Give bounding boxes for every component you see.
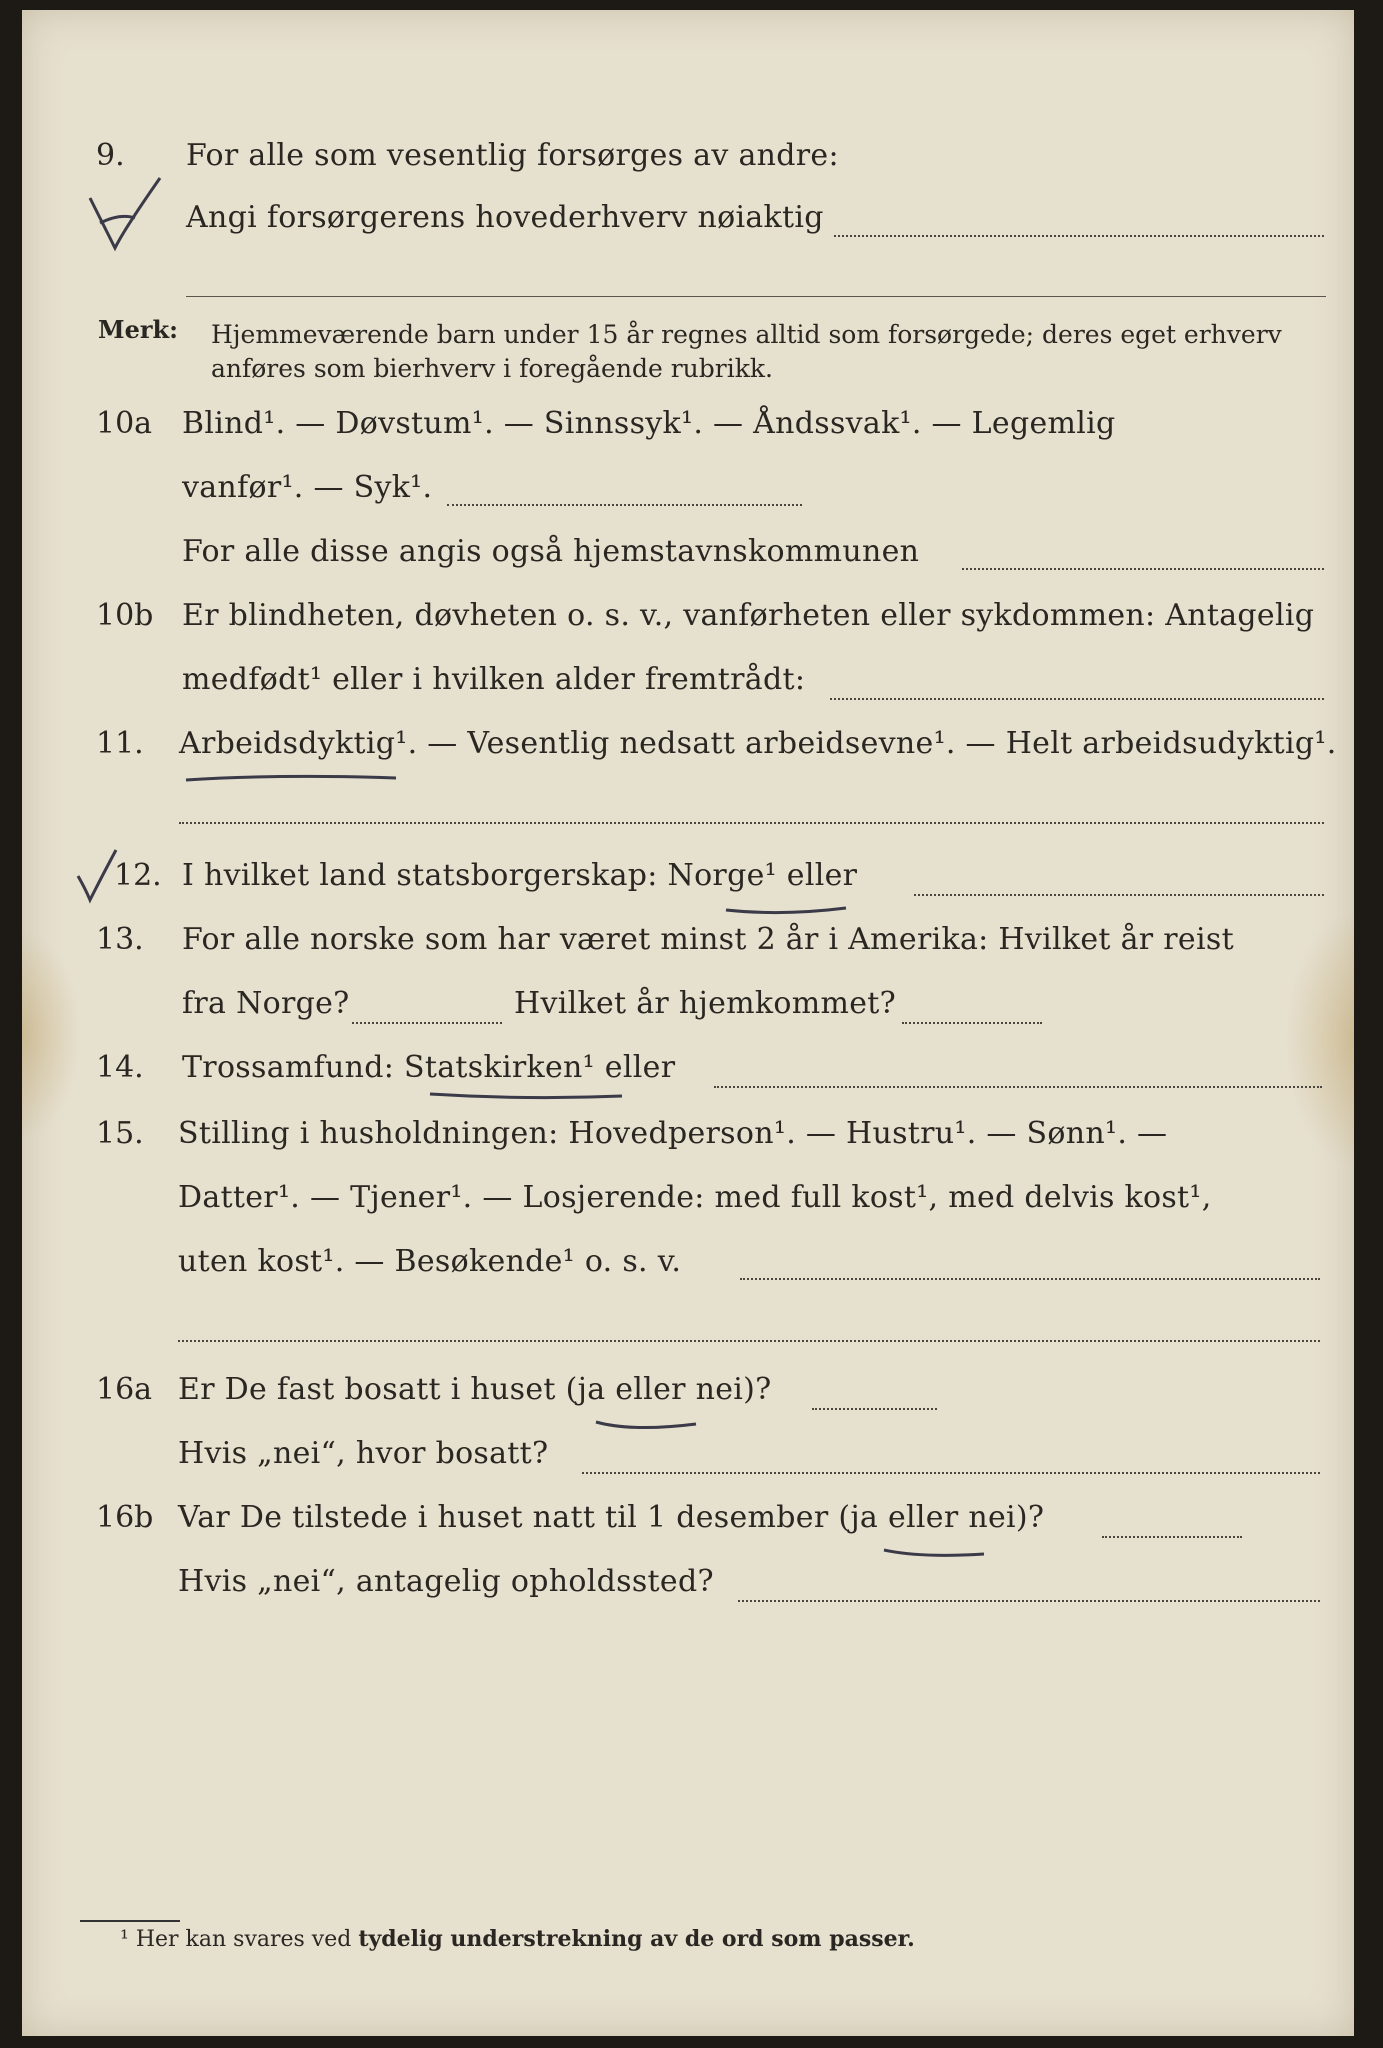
q13-hjemkommet-field[interactable] [902,1022,1042,1024]
q16b-line1: Var De tilstede i huset natt til 1 desember (ja eller nei)? [178,1500,1045,1535]
q10a-hjemstavn-field[interactable] [962,568,1324,570]
q9-occupation-field[interactable] [834,235,1324,237]
footnote-text-b: tydelig understrekning av de ord som passer. [358,1926,915,1952]
q15-line1: Stilling i husholdningen: Hovedperson¹. — Hustru¹. — Sønn¹. — [178,1116,1168,1151]
q9-question: For alle som vesentlig forsørges av andre: [186,138,839,173]
q16b-tilstede-field[interactable] [1102,1536,1242,1538]
q10b-number: 10b [96,598,154,633]
q11-line1: Arbeidsdyktig¹. — Vesentlig nedsatt arbeidsevne¹. — Helt arbeidsudyktig¹. [179,726,1337,761]
q16b-opholdssted-field[interactable] [738,1600,1320,1602]
q10b-age-field[interactable] [830,698,1324,700]
q13-reist-field[interactable] [352,1022,502,1024]
q15-position-field[interactable] [740,1278,1320,1280]
footnote-mark: ¹ [120,1927,129,1952]
q13-number: 13. [96,922,144,957]
q12-number: 12. [114,858,162,893]
footnote-text-a: Her kan svares ved [135,1927,352,1952]
footnote-rule [80,1920,180,1922]
q10b-line2: medfødt¹ eller i hvilken alder fremtrådt: [182,662,806,697]
q14-line1: Trossamfund: Statskirken¹ eller [182,1050,676,1085]
q13-line2b: Hvilket år hjemkommet? [514,986,897,1021]
handwritten-underline-statskirken [426,1086,626,1106]
form-sheet [22,10,1354,2036]
q10a-line2: vanfør¹. — Syk¹. [182,470,433,505]
q16b-line2: Hvis „nei“, antagelig opholdssted? [178,1564,714,1599]
q9-number: 9. [96,138,125,173]
q10a-syk-field[interactable] [447,504,802,506]
q10a-line3: For alle disse angis også hjemstavnskommunen [182,534,920,569]
merk-label: Merk: [98,315,178,344]
q12-country-field[interactable] [914,894,1324,896]
q11-extra-field[interactable] [179,822,1324,824]
paper-stain-left [22,930,82,1140]
q10a-line1: Blind¹. — Døvstum¹. — Sinnssyk¹. — Åndssvak¹. — Legemlig [182,406,1116,441]
footnote [120,1926,915,1952]
handwritten-underline-ja [592,1416,702,1436]
q15-line3: uten kost¹. — Besøkende¹ o. s. v. [178,1244,682,1279]
q16b-number: 16b [96,1500,154,1535]
q14-faith-field[interactable] [714,1086,1322,1088]
handwritten-underline-arbeidsdyktig [182,768,402,788]
merk-text-line2: anføres som bierhverv i foregående rubrikk. [211,354,773,383]
merk-text-line1: Hjemmeværende barn under 15 år regnes alltid som forsørgede; deres eget erhverv [211,320,1282,349]
q16a-line1: Er De fast bosatt i huset (ja eller nei)? [178,1372,772,1407]
paper-stain-right [1284,910,1354,1170]
q10b-line1: Er blindheten, døvheten o. s. v., vanførheten eller sykdommen: Antagelig [182,598,1315,633]
q9-occupation-label: Angi forsørgerens hovederhverv nøiaktig [186,200,824,235]
q10a-number: 10a [96,406,153,441]
handwritten-underline-norge [722,900,852,920]
q14-number: 14. [96,1050,144,1085]
q9-extra-line[interactable] [186,296,1326,297]
handwritten-underline-ja-16b [880,1544,990,1564]
q16a-bosatt-field[interactable] [812,1408,937,1410]
q16a-number: 16a [96,1372,153,1407]
q16a-where-field[interactable] [582,1472,1320,1474]
q13-line2a: fra Norge? [182,986,350,1021]
handwritten-check-mark-q9 [80,168,170,268]
q15-extra-field[interactable] [178,1340,1320,1342]
q16a-line2: Hvis „nei“, hvor bosatt? [178,1436,549,1471]
q12-line1: I hvilket land statsborgerskap: Norge¹ eller [182,858,858,893]
q13-line1: For alle norske som har været minst 2 år i Amerika: Hvilket år reist [182,922,1234,957]
q15-number: 15. [96,1116,144,1151]
q15-line2: Datter¹. — Tjener¹. — Losjerende: med full kost¹, med delvis kost¹, [178,1180,1212,1215]
q11-number: 11. [96,726,144,761]
